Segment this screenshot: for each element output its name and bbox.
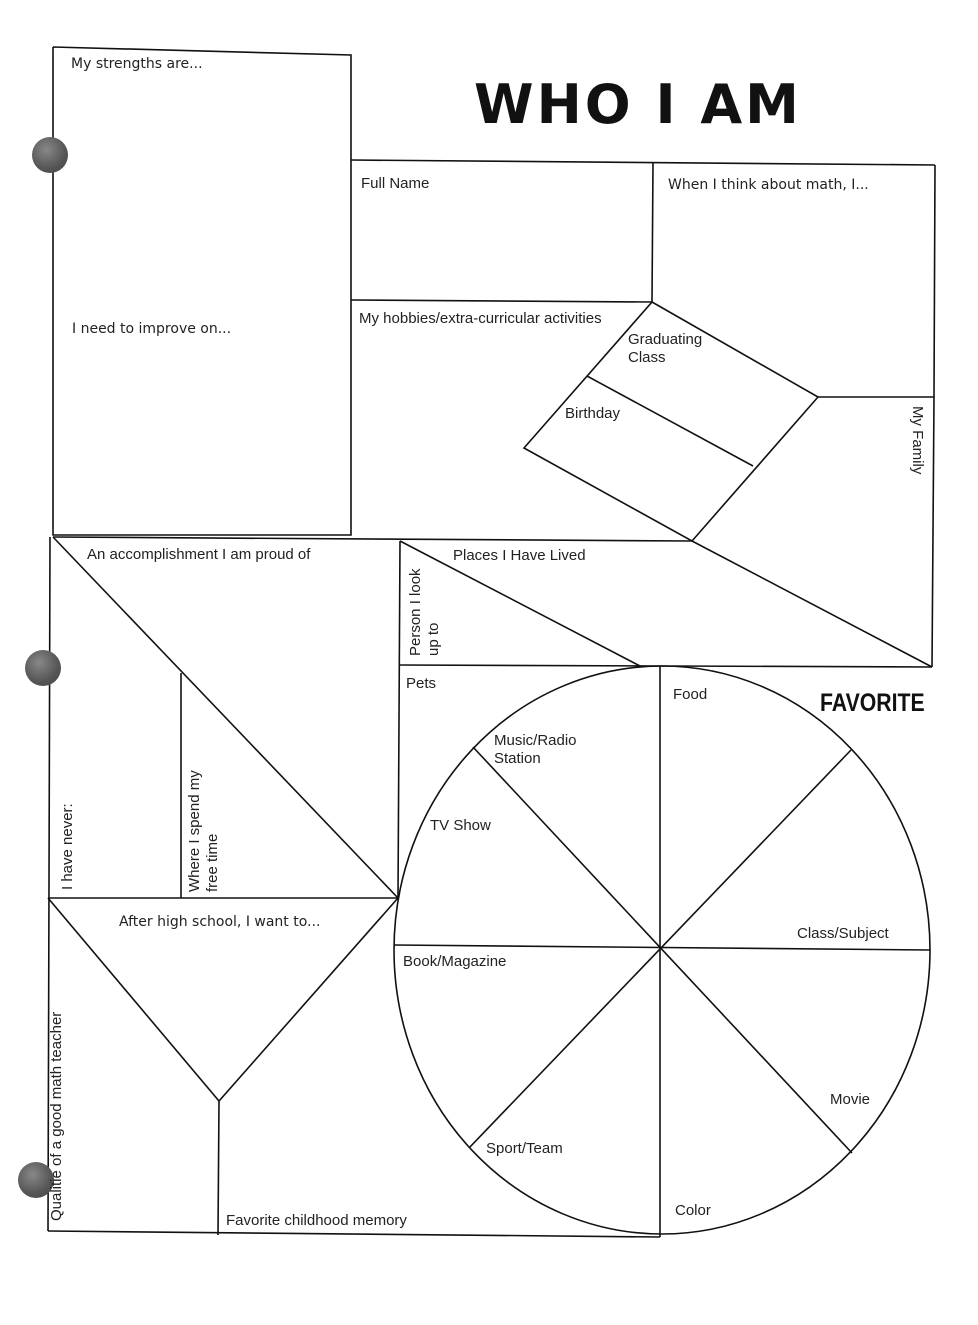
label-good-math-teacher: Qualitie of a good math teacher — [48, 1011, 65, 1221]
wheel-label-class-subject: Class/Subject — [797, 925, 889, 942]
wheel-label-movie: Movie — [830, 1091, 871, 1108]
center-vertical — [398, 541, 400, 898]
punch-hole-middle — [25, 650, 61, 686]
label-pets: Pets — [406, 675, 437, 692]
top-row-line — [351, 160, 935, 165]
label-places-lived: Places I Have Lived — [453, 547, 586, 564]
favorite-heading: FAVORITE — [820, 689, 925, 717]
family-diagonal — [692, 541, 932, 667]
middle-band-line — [53, 537, 692, 541]
childhood-memory-divider — [218, 1101, 219, 1235]
label-full-name: Full Name — [361, 175, 430, 192]
wheel-label-tv-show: TV Show — [430, 817, 491, 834]
label-hobbies: My hobbies/extra-curricular activities — [359, 310, 602, 327]
wheel-label-color: Color — [675, 1202, 711, 1219]
label-graduating-class: Graduating Class — [628, 331, 703, 366]
full-name-divider — [652, 162, 653, 302]
wheel-label-food: Food — [673, 686, 708, 703]
label-math-thoughts: When I think about math, I... — [668, 177, 869, 193]
label-never: I have never: — [59, 803, 76, 890]
wheel-label-book-magazine: Book/Magazine — [403, 953, 507, 970]
right-border-top — [934, 165, 935, 397]
page-title: WHO I AM — [474, 73, 802, 136]
strengths-box-outline — [53, 47, 351, 535]
label-improve: I need to improve on... — [72, 321, 232, 337]
wheel-label-sport-team: Sport/Team — [486, 1140, 563, 1157]
bottom-border — [48, 1231, 660, 1237]
label-birthday: Birthday — [565, 405, 621, 422]
label-free-time: Where I spend my free time — [186, 770, 221, 892]
accomplishment-diagonal — [53, 537, 398, 898]
hobbies-top-line — [351, 300, 652, 302]
wheel-label-music-radio: Music/Radio Station — [494, 732, 577, 767]
label-childhood-memory: Favorite childhood memory — [226, 1212, 407, 1229]
right-border-mid — [932, 397, 934, 667]
label-person-look-up: Person I look up to — [407, 568, 442, 656]
label-accomplishment: An accomplishment I am proud of — [87, 546, 311, 563]
label-strengths: My strengths are... — [71, 56, 203, 72]
punch-hole-top — [32, 137, 68, 173]
label-after-high-school: After high school, I want to... — [119, 914, 321, 930]
label-family: My Family — [909, 406, 926, 475]
